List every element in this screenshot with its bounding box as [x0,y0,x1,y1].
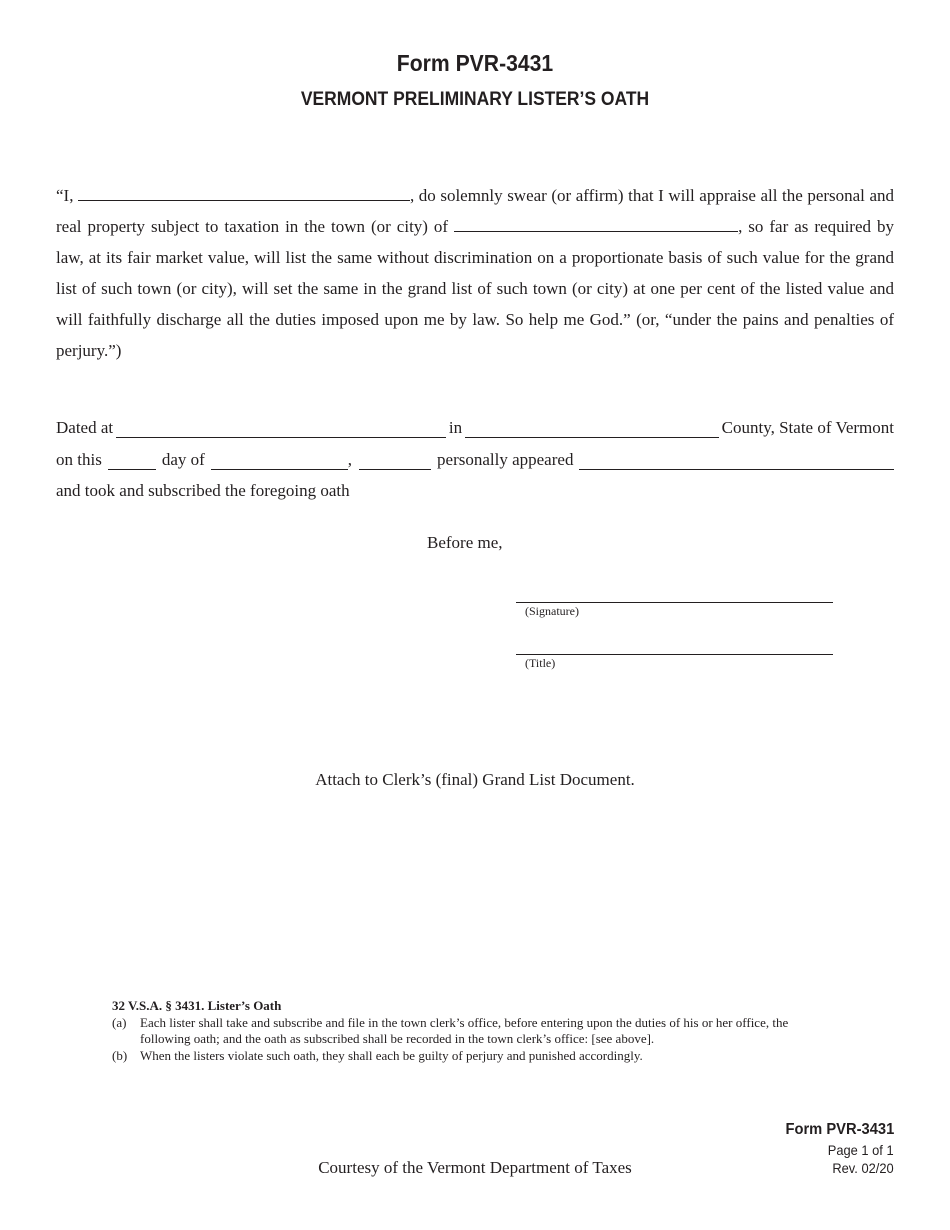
oath-text-part-2: , do solemnly swear (or affirm) that I will appraise all the personal and real property subject to taxation in the town (or city) of [56,186,894,236]
statute-item [112,1015,842,1048]
month-field[interactable] [211,452,348,470]
comma-separator: , [347,450,353,469]
dated-at-place-field[interactable] [116,420,446,438]
dated-at-label: Dated at [56,418,114,437]
signature-field[interactable] [516,602,833,603]
personally-appeared-label: personally appeared [437,450,574,469]
year-field[interactable] [359,452,431,470]
in-label: in [448,418,463,437]
day-of-label: day of [161,450,205,469]
form-title: Form PVR-3431 [396,50,554,76]
statute-item [112,1048,842,1065]
took-subscribed-text: and took and subscribed the foregoing oath [56,481,350,500]
statute-item-text: Each lister shall take and subscribe and file in the town clerk’s office, before entering upon the duties of his or her office, the following oath; and the oath as subscribed shall be recorded in the town clerk’s office: [see above]. [140,1014,789,1046]
form-subtitle: VERMONT PRELIMINARY LISTER’S OATH [300,89,650,110]
county-state-label: County, State of Vermont [721,418,894,437]
statute-title: 32 V.S.A. § 3431. Lister’s Oath [112,998,282,1013]
footer-form-number: Form PVR-3431 [785,1121,894,1138]
signature-label: (Signature) [525,604,579,618]
oath-paragraph [56,180,894,366]
oath-text-part-1: “I, [56,186,78,205]
statute-item-label: (b) [112,1047,128,1063]
oath-text-part-3: , so far as required by law, at its fair market value, will list the same without discrimination on a proportionate basis of such value for the grand list of such town (or city), will set the same in the grand list of such town (or city) at one per cent of the listed value and will faithfully discharge all the duties imposed upon me by law. So help me God.” (or, “under the pains and penalties of perjury.”) [56,217,894,360]
title-label: (Title) [525,656,556,670]
footer-page-number: Page 1 of 1 [828,1142,894,1158]
appeared-name-field[interactable] [579,452,894,470]
dated-at-row [56,418,894,438]
before-me-label: Before me, [427,533,503,552]
on-this-row [56,450,894,470]
statute-section [112,998,842,1064]
statute-item-label: (a) [112,1014,127,1030]
attach-note: Attach to Clerk’s (final) Grand List Document. [315,770,635,789]
courtesy-note: Courtesy of the Vermont Department of Taxes [318,1158,632,1177]
day-field[interactable] [108,452,156,470]
county-field[interactable] [465,420,719,438]
footer-revision: Rev. 02/20 [832,1160,894,1176]
statute-item-text: When the listers violate such oath, they shall each be guilty of perjury and punished accordingly. [140,1047,643,1063]
lister-name-field[interactable] [78,183,410,201]
took-subscribed-row [56,481,894,501]
town-name-field[interactable] [454,214,738,232]
on-this-label: on this [56,450,102,469]
title-field[interactable] [516,654,833,655]
